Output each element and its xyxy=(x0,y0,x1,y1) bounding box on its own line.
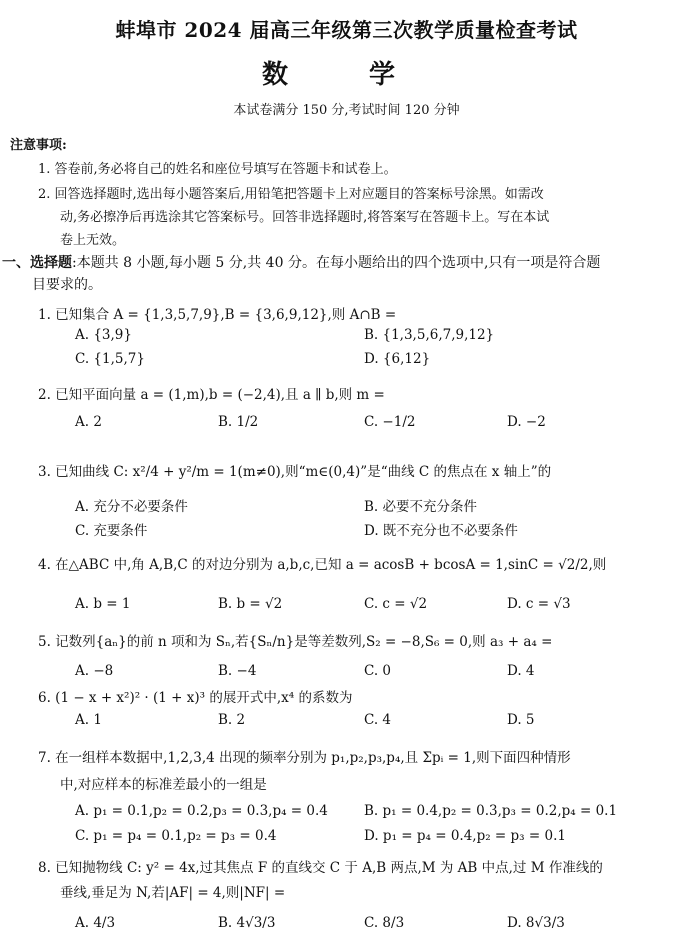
exam-subtitle: 本试卷满分 150 分,考试时间 120 分钟 xyxy=(233,103,460,118)
question-2-stem: 2. 已知平面向量 a = (1,m),b = (−2,4),且 a ∥ b,则 m = xyxy=(38,387,385,403)
subject-title: 数 学 xyxy=(261,60,432,90)
question-6-option-b: B. 2 xyxy=(218,712,246,728)
section-1-text: :本题共 8 小题,每小题 5 分,共 40 分。在每小题给出的四个选项中,只有一项是符合题 xyxy=(72,255,601,271)
question-5-stem: 5. 记数列{aₙ}的前 n 项和为 Sₙ,若{Sₙ/n}是等差数列,S₂ = −8,S₆ = 0,则 a₃ + a₄ = xyxy=(38,634,553,650)
question-6-stem: 6. (1 − x + x²)² · (1 + x)³ 的展开式中,x⁴ 的系数为 xyxy=(38,690,353,706)
question-6-option-d: D. 5 xyxy=(507,712,535,728)
question-7-option-c: C. p₁ = p₄ = 0.1,p₂ = p₃ = 0.4 xyxy=(75,828,277,844)
question-2-option-c: C. −1/2 xyxy=(364,414,416,430)
question-5-option-b: B. −4 xyxy=(218,663,257,679)
question-7-option-b: B. p₁ = 0.4,p₂ = 0.3,p₃ = 0.2,p₄ = 0.1 xyxy=(364,803,618,819)
question-4-option-d: D. c = √3 xyxy=(507,596,571,612)
question-3-option-c: C. 充要条件 xyxy=(75,523,148,539)
question-1-stem: 1. 已知集合 A = {1,3,5,7,9},B = {3,6,9,12},则 A∩B = xyxy=(38,307,397,323)
note-item-2-line3: 卷上无效。 xyxy=(60,233,126,248)
question-6-option-a: A. 1 xyxy=(75,712,102,728)
question-3-stem: 3. 已知曲线 C: x²/4 + y²/m = 1(m≠0),则“m∈(0,4)”是“曲线 C 的焦点在 x 轴上”的 xyxy=(38,464,552,480)
question-5-option-c: C. 0 xyxy=(364,663,392,679)
note-item-2-line1: 2. 回答选择题时,选出每小题答案后,用铅笔把答题卡上对应题目的答案标号涂黑。如需改 xyxy=(38,187,544,202)
section-1-line1 xyxy=(2,252,600,272)
question-1-option-a: A. {3,9} xyxy=(75,327,132,343)
question-4-option-b: B. b = √2 xyxy=(218,596,283,612)
question-3-option-a: A. 充分不必要条件 xyxy=(75,499,188,515)
question-8-option-d: D. 8√3/3 xyxy=(507,915,565,931)
question-7-option-d: D. p₁ = p₄ = 0.4,p₂ = p₃ = 0.1 xyxy=(364,828,566,844)
question-1-option-d: D. {6,12} xyxy=(364,351,431,367)
section-1-line2: 目要求的。 xyxy=(32,277,102,293)
question-2-option-b: B. 1/2 xyxy=(218,414,259,430)
question-3-option-b: B. 必要不充分条件 xyxy=(364,499,478,515)
question-3-option-d: D. 既不充分也不必要条件 xyxy=(364,523,518,539)
question-6-option-c: C. 4 xyxy=(364,712,392,728)
note-item-1: 1. 答卷前,务必将自己的姓名和座位号填写在答题卡和试卷上。 xyxy=(38,162,397,177)
question-1-option-c: C. {1,5,7} xyxy=(75,351,145,367)
question-5-option-d: D. 4 xyxy=(507,663,535,679)
question-4-stem: 4. 在△ABC 中,角 A,B,C 的对边分别为 a,b,c,已知 a = acosB + bcosA = 1,sinC = √2/2,则 xyxy=(38,557,607,573)
question-8-option-a: A. 4/3 xyxy=(75,915,116,931)
question-7-stem-line2: 中,对应样本的标准差最小的一组是 xyxy=(60,777,267,793)
question-5-option-a: A. −8 xyxy=(75,663,114,679)
question-7-option-a: A. p₁ = 0.1,p₂ = 0.2,p₃ = 0.3,p₄ = 0.4 xyxy=(75,803,328,819)
question-4-option-c: C. c = √2 xyxy=(364,596,428,612)
question-4-option-a: A. b = 1 xyxy=(75,596,131,612)
question-8-stem-line2: 垂线,垂足为 N,若|AF| = 4,则|NF| = xyxy=(60,885,286,901)
notes-heading: 注意事项: xyxy=(10,138,67,153)
question-7-stem-line1: 7. 在一组样本数据中,1,2,3,4 出现的频率分别为 p₁,p₂,p₃,p₄,且 Σpᵢ = 1,则下面四种情形 xyxy=(38,750,571,766)
question-8-option-b: B. 4√3/3 xyxy=(218,915,276,931)
exam-title: 蚌埠市 2024 届高三年级第三次教学质量检查考试 xyxy=(115,18,578,42)
question-2-option-d: D. −2 xyxy=(507,414,546,430)
question-1-option-b: B. {1,3,5,6,7,9,12} xyxy=(364,327,495,343)
note-item-2-line2: 动,务必擦净后再选涂其它答案标号。回答非选择题时,将答案写在答题卡上。写在本试 xyxy=(60,210,550,225)
question-2-option-a: A. 2 xyxy=(75,414,102,430)
section-1-label: 一、选择题 xyxy=(2,255,72,271)
question-8-stem-line1: 8. 已知抛物线 C: y² = 4x,过其焦点 F 的直线交 C 于 A,B 两点,M 为 AB 中点,过 M 作准线的 xyxy=(38,860,603,876)
question-8-option-c: C. 8/3 xyxy=(364,915,405,931)
